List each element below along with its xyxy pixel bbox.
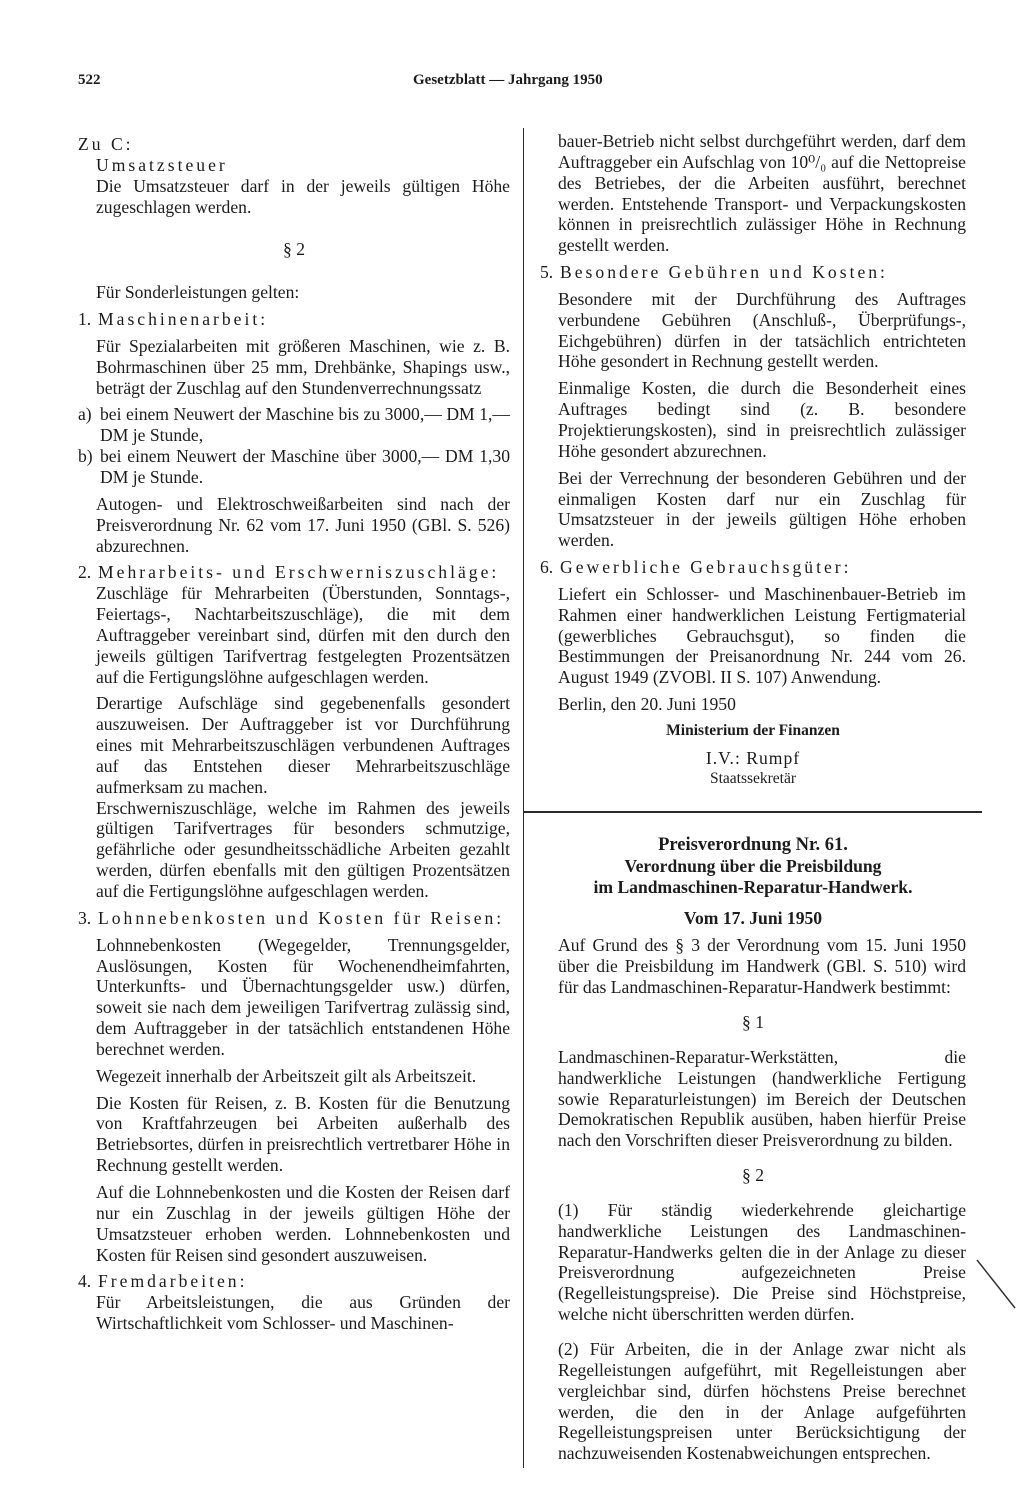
paragraph: Auf Grund des § 3 der Verordnung vom 15. Juni 1950 über die Preisbildung im Handwerk (GBl. S. 510) wird für das Landmaschinen-Reparatur-Handwerk bestimmt: bbox=[558, 935, 966, 998]
decree-subtitle: Verordnung über die Preisbildung bbox=[624, 856, 882, 877]
sub-item-letter: a) bbox=[78, 404, 92, 425]
item-number: 6. bbox=[540, 557, 554, 578]
paragraph: Die Kosten für Reisen, z. B. Kosten für die Benutzung von Kraftfahrzeugen bei Arbeiten außerhalb des Betriebsortes, dürfen in preisrechtlich vertretbarer Höhe in Rechnung gestellt werden. bbox=[96, 1092, 510, 1176]
list-item bbox=[78, 908, 510, 929]
paragraph: Derartige Aufschläge sind gegebenenfalls gesondert auszuweisen. Der Auftraggeber ist vor Durchführung eines mit Mehrarbeitszuschlägen verbundenen Auftrages auf das Entstehen dieser Mehrarbeitszuschläge aufmerksam zu machen. bbox=[96, 693, 510, 797]
sub-item bbox=[78, 446, 510, 488]
item-number: 3. bbox=[78, 907, 92, 928]
paragraph: Liefert ein Schlosser- und Maschinenbauer-Betrieb im Rahmen einer handwerklichen Leistung Fertigmaterial (gewerbliches Gebrauchsgut), so finden die Bestimmungen der Preisanordnung Nr. 244 vom 26. August 1949 (ZVOBl. II S. 107) Anwendung. bbox=[558, 583, 966, 688]
paragraph: (1) Für ständig wiederkehrende gleichartige handwerkliche Leistungen des Landmaschinen-Reparatur-Handwerks gelten die in der Anlage zu dieser Preisverordnung aufgezeichneten Preise (Regelleistungspreise). Die Preise sind Höchstpreise, welche nicht überschritten werden dürfen. bbox=[558, 1199, 966, 1325]
decree-date: Vom 17. Juni 1950 bbox=[683, 908, 823, 929]
sub-item-text: bei einem Neuwert der Maschine bis zu 3000,— DM 1,— DM je Stunde, bbox=[100, 404, 510, 446]
decree-subtitle: im Landmaschinen-Reparatur-Handwerk. bbox=[593, 877, 913, 898]
page-header bbox=[78, 72, 968, 96]
ministry-name: Ministerium der Finanzen bbox=[666, 721, 840, 739]
running-title: Gesetzblatt — Jahrgang 1950 bbox=[413, 72, 603, 88]
sub-item-text: bei einem Neuwert der Maschine über 3000,— DM 1,30 DM je Stunde. bbox=[100, 446, 510, 487]
list-item bbox=[78, 309, 510, 330]
item-heading: Lohnnebenkosten und Kosten für Reisen: bbox=[98, 907, 505, 928]
paragraph: Wegezeit innerhalb der Arbeitszeit gilt als Arbeitszeit. bbox=[96, 1065, 477, 1086]
sub-item-letter: b) bbox=[78, 446, 93, 467]
list-item bbox=[78, 562, 510, 583]
section-rule bbox=[524, 811, 982, 813]
page-number: 522 bbox=[78, 72, 101, 88]
section-label: Zu C: bbox=[78, 134, 134, 154]
section-mark: § 2 bbox=[283, 239, 305, 260]
paragraph: Für Spezialarbeiten mit größeren Maschinen, wie z. B. Bohrmaschinen über 25 mm, Drehbänke, Shapings usw., beträgt der Zuschlag auf den Stundenverrechnungssatz bbox=[96, 335, 510, 398]
paragraph: Für Arbeitsleistungen, die aus Gründen der Wirtschaftlichkeit vom Schlosser- und Maschinen- bbox=[96, 1292, 510, 1334]
paragraph: Bei der Verrechnung der besonderen Gebühren und der einmaligen Kosten darf nur ein Zuschlag für Umsatzsteuer in der jeweils gültigen Höhe erhoben werden. bbox=[558, 467, 966, 551]
item-heading: Fremdarbeiten: bbox=[98, 1271, 248, 1292]
paragraph: bauer-Betrieb nicht selbst durchgeführt werden, darf dem Auftraggeber ein Aufschlag von 10⁰/₀ auf die Nettopreise des Betriebes, der die Arbeiten ausführt, berechnet werden. Entstehende Transport- und Verpackungskosten können in preisrechtlich zulässiger Höhe in Rechnung gestellt werden. bbox=[558, 131, 966, 256]
list-item bbox=[78, 1271, 510, 1292]
item-heading: Mehrarbeits- und Erschwerniszuschläge: bbox=[98, 562, 500, 583]
paragraph: Landmaschinen-Reparatur-Werkstätten, die handwerkliche Leistungen (handwerkliche Fertigung sowie Reparaturleistungen) im Bereich der Deutschen Demokratischen Republik ausüben, haben hierfür Preise nach den Vorschriften dieser Preisverordnung zu bilden. bbox=[558, 1046, 966, 1151]
right-column bbox=[540, 131, 966, 1464]
paragraph: Autogen- und Elektroschweißarbeiten sind nach der Preisverordnung Nr. 62 vom 17. Juni 1950 (GBl. S. 526) abzurechnen. bbox=[96, 493, 510, 556]
item-heading: Besondere Gebühren und Kosten: bbox=[560, 262, 888, 283]
signer-title: Staatssekretär bbox=[709, 769, 797, 787]
item-heading: Gewerbliche Gebrauchsgüter: bbox=[560, 557, 852, 578]
list-item bbox=[540, 262, 966, 283]
list-item bbox=[540, 557, 966, 578]
item-number: 5. bbox=[540, 262, 554, 283]
place-date: Berlin, den 20. Juni 1950 bbox=[558, 694, 736, 715]
paragraph: Besondere mit der Durchführung des Auftrages verbundene Gebühren (Anschluß-, Überprüfungs-, Eichgebühren) dürfen in der tatsächlich entrichteten Höhe gesondert in Rechnung gestellt werden. bbox=[558, 288, 966, 372]
paragraph: Erschwerniszuschläge, welche im Rahmen des jeweils gültigen Tarifvertrages für besonders schmutzige, gefährliche oder gesundheitsschädliche Arbeiten gezahlt werden, dürfen ebenfalls mit den gültigen Prozentsätzen auf die Fertigungslöhne aufgeschlagen werden. bbox=[96, 797, 510, 901]
left-column bbox=[78, 134, 510, 1334]
margin-stroke-mark bbox=[975, 1258, 1019, 1318]
paragraph: Einmalige Kosten, die durch die Besonderheit eines Auftrages bedingt sind (z. B. besondere Projektierungskosten), sind in preisrechtlich zulässiger Höhe gesondert abzurechnen. bbox=[558, 378, 966, 461]
section-mark: § 2 bbox=[742, 1165, 764, 1186]
signature-line: I.V.: Rumpf bbox=[705, 747, 801, 768]
paragraph: (2) Für Arbeiten, die in der Anlage zwar nicht als Regelleistungen aufgeführt, mit Regelleistungen aber vergleichbar sind, dürfen höchstens Preise berechnet werden, die den in der Anlage aufgeführten Regelleistungspreisen unter Berücksichtigung der nachzuweisenden Kostenabweichungen entsprechen. bbox=[558, 1338, 966, 1464]
paragraph: Für Sonderleistungen gelten: bbox=[96, 282, 300, 303]
item-number: 2. bbox=[78, 562, 92, 583]
item-number: 1. bbox=[78, 309, 92, 330]
section-mark: § 1 bbox=[742, 1012, 764, 1032]
sub-item bbox=[78, 404, 510, 446]
paragraph: Zuschläge für Mehrarbeiten (Überstunden, Sonntags-, Feiertags-, Nachtarbeitszuschläge), die mit dem Auftraggeber vereinbart sind, dürfen mit den durch den jeweils gültigen Tarifvertrag festgelegten Prozentsätzen auf die Fertigungslöhne aufgeschlagen werden. bbox=[96, 583, 510, 687]
item-heading: Maschinenarbeit: bbox=[98, 309, 269, 330]
paragraph: Lohnnebenkosten (Wegegelder, Trennungsgelder, Auslösungen, Kosten für Wochenendheimfahrten, Unterkunfts- und Übernachtungsgelder usw.) dürfen, soweit sie nach dem jeweiligen Tarifvertrag zulässig sind, dem Auftraggeber in der tatsächlich entstandenen Höhe berechnet werden. bbox=[96, 934, 510, 1059]
paragraph: Auf die Lohnnebenkosten und die Kosten der Reisen darf nur ein Zuschlag in der jeweils gültigen Höhe der Umsatzsteuer erhoben werden. Lohnnebenkosten und Kosten für Reisen sind gesondert auszuweisen. bbox=[96, 1181, 510, 1265]
item-number: 4. bbox=[78, 1271, 92, 1292]
decree-title: Preisverordnung Nr. 61. bbox=[658, 835, 848, 856]
section-heading: Umsatzsteuer bbox=[96, 154, 228, 175]
column-divider bbox=[523, 128, 524, 1468]
paragraph: Die Umsatzsteuer darf in der jeweils gültigen Höhe zugeschlagen werden. bbox=[96, 175, 510, 217]
